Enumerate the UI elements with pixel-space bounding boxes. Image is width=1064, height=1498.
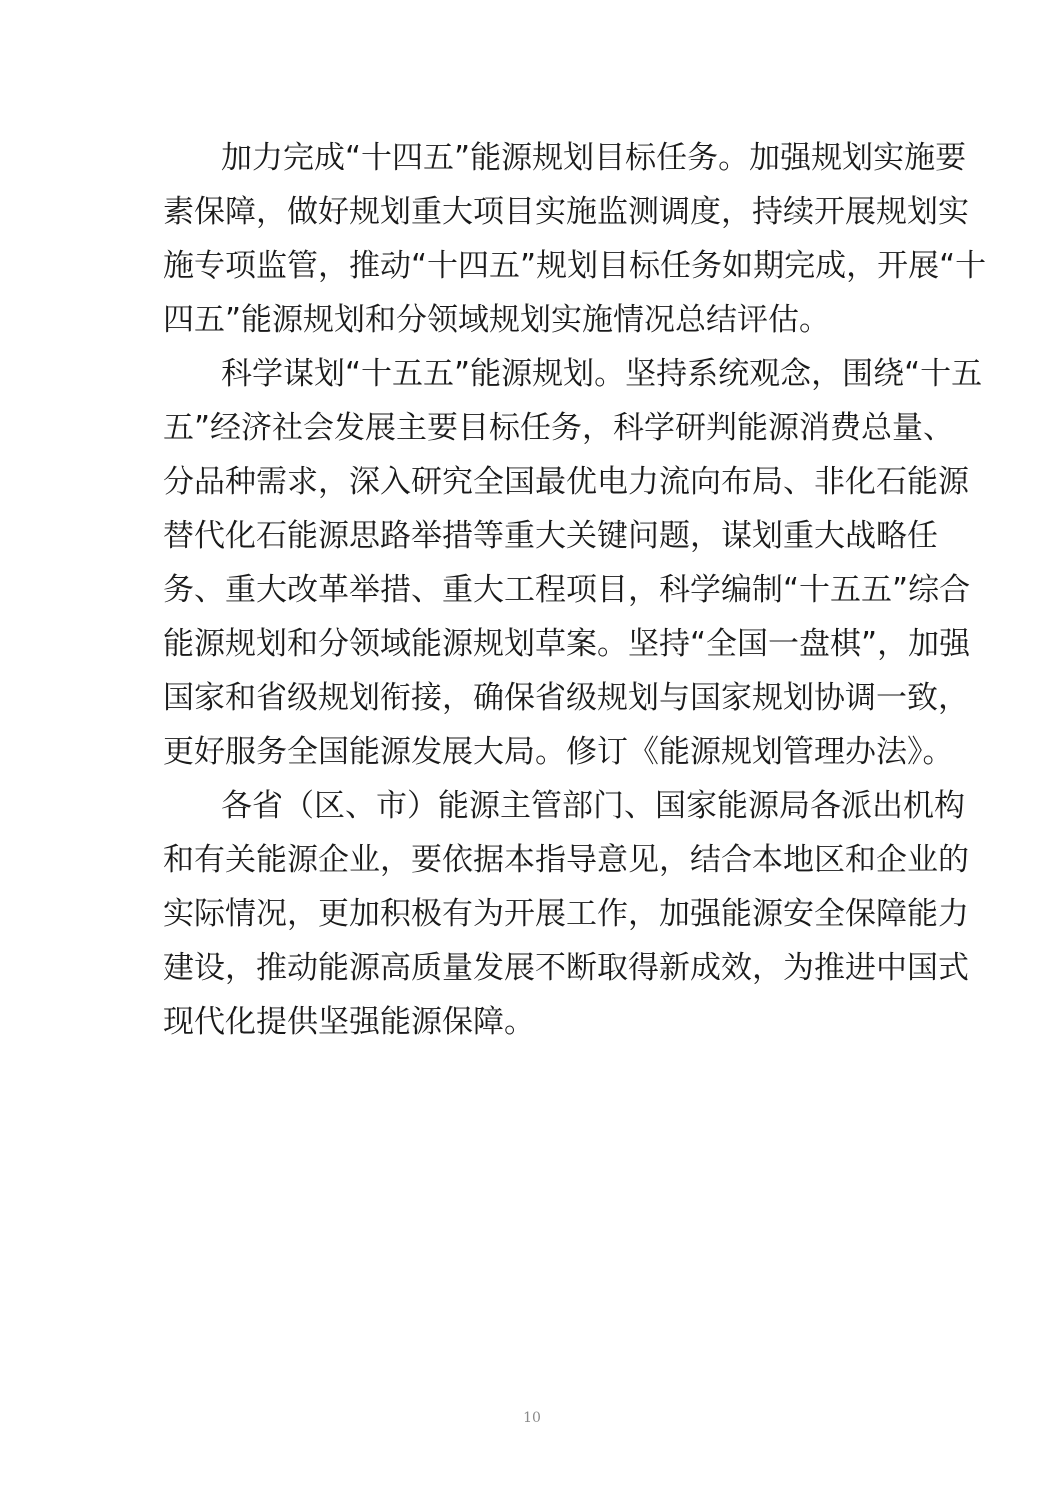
text-line: 更好服务全国能源发展大局。修订《能源规划管理办法》。 — [163, 734, 954, 770]
text-line: 建设，推动能源高质量发展不断取得新成效，为推进中国式 — [163, 950, 969, 986]
text-line: 国家和省级规划衔接，确保省级规划与国家规划协调一致， — [163, 680, 969, 716]
text-line: 加力完成“十四五”能源规划目标任务。加强规划实施要 — [221, 140, 967, 176]
text-line: 替代化石能源思路举措等重大关键问题，谋划重大战略任 — [163, 518, 938, 554]
text-line: 分品种需求，深入研究全国最优电力流向布局、非化石能源 — [163, 464, 969, 500]
document-body — [163, 131, 987, 1049]
text-line: 各省（区、市）能源主管部门、国家能源局各派出机构 — [221, 788, 965, 824]
paragraph-2 — [163, 347, 983, 779]
text-line: 和有关能源企业，要依据本指导意见，结合本地区和企业的 — [163, 842, 969, 878]
text-line: 科学谋划“十五五”能源规划。坚持系统观念，围绕“十五 — [221, 356, 983, 392]
text-line: 四五”能源规划和分领域规划实施情况总结评估。 — [163, 302, 831, 338]
text-line: 五”经济社会发展主要目标任务，科学研判能源消费总量、 — [163, 410, 955, 446]
text-line: 素保障，做好规划重大项目实施监测调度，持续开展规划实 — [163, 194, 969, 230]
paragraph-3 — [163, 779, 969, 1049]
text-line: 实际情况，更加积极有为开展工作，加强能源安全保障能力 — [163, 896, 969, 932]
text-line: 务、重大改革举措、重大工程项目，科学编制“十五五”综合 — [163, 572, 971, 608]
paragraph-1 — [163, 131, 987, 347]
page-number: 10 — [523, 1410, 541, 1426]
text-line: 现代化提供坚强能源保障。 — [163, 1004, 535, 1040]
text-line: 能源规划和分领域能源规划草案。坚持“全国一盘棋”，加强 — [163, 626, 971, 662]
text-line: 施专项监管，推动“十四五”规划目标任务如期完成，开展“十 — [163, 248, 987, 284]
